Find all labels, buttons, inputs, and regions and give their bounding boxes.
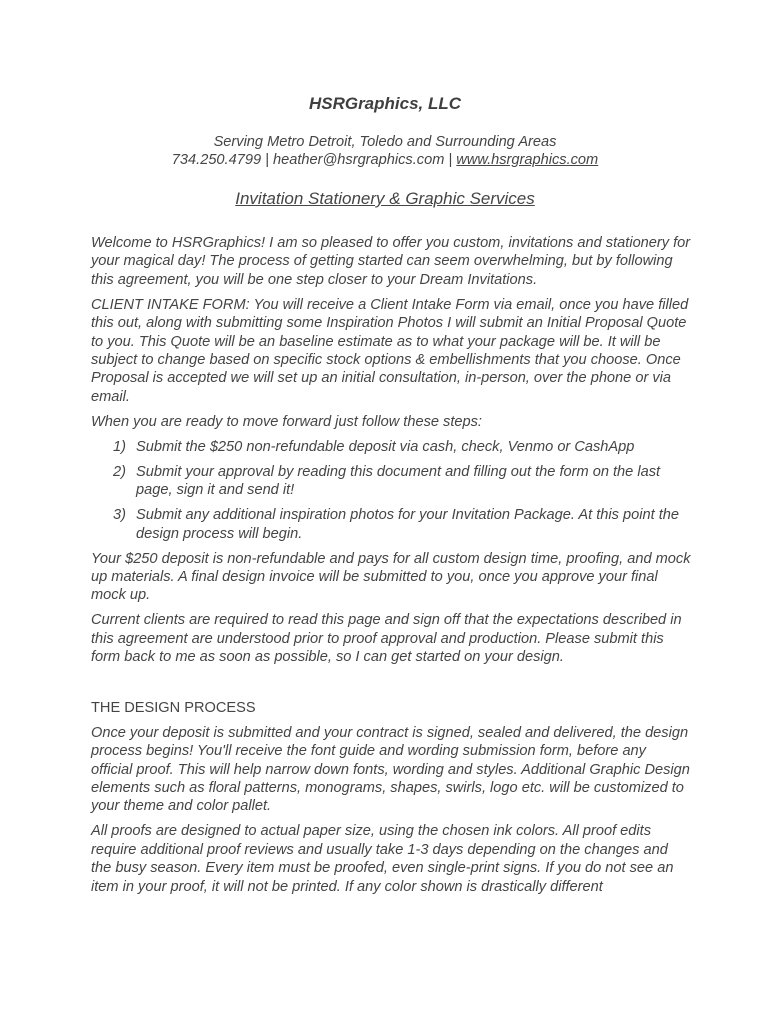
intake-paragraph: CLIENT INTAKE FORM: You will receive a Client Intake Form via email, once you have filled this out, along with submitting some Inspiration Photos I will submit an Initial Proposal Quote to you. This Quote will be an baseline estimate as to what your package will be. It will be subject to change based on specific stock options & embellishments that you choose. Once Proposal is accepted we will set up an initial consultation, in-person, over the phone or via email. xyxy=(91,296,689,405)
list-item xyxy=(91,506,691,543)
list-item xyxy=(91,463,691,500)
design-process-paragraph-2: All proofs are designed to actual paper size, using the chosen ink colors. All proof edits require additional proof reviews and usually take 1-3 days depending on the changes and the busy season. Every item must be proofed, even single-print signs. If you do not see an item in your proof, it will not be printed. If any color shown is drastically different xyxy=(91,823,674,895)
separator: | xyxy=(261,152,273,168)
email-address: heather@hsrgraphics.com xyxy=(272,152,445,168)
separator: | xyxy=(444,152,457,168)
design-process-paragraph-1: Once your deposit is submitted and your contract is signed, sealed and delivered, the design process begins! You'll receive the font guide and wording submission form, before any official proof. This will help narrow down fonts, wording and styles. Additional Graphic Design elements such as floral patterns, monograms, shapes, swirls, logo etc. will be customized to your theme and color pallet. xyxy=(91,724,690,815)
company-name: HSRGraphics, LLC xyxy=(308,94,462,113)
welcome-paragraph: Welcome to HSRGraphics! I am so pleased to offer you custom, invitations and stationery for your magical day! The process of getting started can seem overwhelming, but by following this agreement, you will be one step closer to your Dream Invitations. xyxy=(91,235,691,288)
current-clients-paragraph: Current clients are required to read this page and sign off that the expectations described in this agreement are understood prior to proof approval and production. Please submit this form back to me as soon as possible, so I can get started on your design. xyxy=(91,612,682,666)
deposit-paragraph: Your $250 deposit is non-refundable and pays for all custom design time, proofing, and mock up materials. A final design invoice will be submitted to you, once you approve your final mock up. xyxy=(91,550,691,604)
section-title: Invitation Stationery & Graphic Services xyxy=(235,189,535,208)
list-number: 2) xyxy=(113,463,126,480)
list-item xyxy=(91,438,691,456)
website-link[interactable]: www.hsrgraphics.com xyxy=(456,152,599,168)
list-text: Submit the $250 non-refundable deposit via cash, check, Venmo or CashApp xyxy=(136,438,635,455)
list-text: Submit any additional inspiration photos for your Invitation Package. At this point the design process will begin. xyxy=(136,507,679,542)
contact-line xyxy=(0,152,770,168)
list-number: 1) xyxy=(113,438,126,455)
design-process-heading: THE DESIGN PROCESS xyxy=(91,699,256,716)
steps-intro: When you are ready to move forward just follow these steps: xyxy=(91,413,482,430)
document-body xyxy=(91,234,691,903)
list-number: 3) xyxy=(113,507,126,524)
list-text: Submit your approval by reading this document and filling out the form on the last page, sign it and send it! xyxy=(136,463,661,499)
service-area: Serving Metro Detroit, Toledo and Surrounding Areas xyxy=(213,134,557,150)
steps-list xyxy=(91,438,691,543)
phone-number: 734.250.4799 xyxy=(171,152,262,168)
